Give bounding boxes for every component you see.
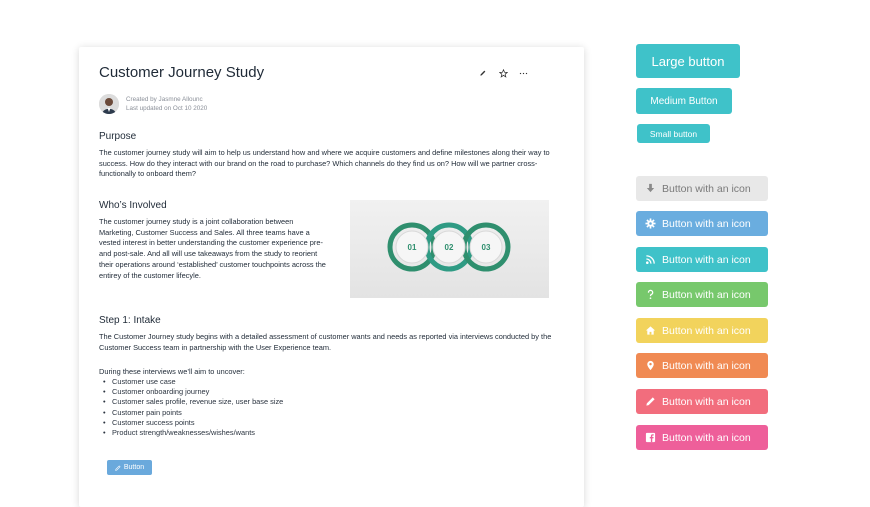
last-updated-text: Last updated on Oct 10 2020 <box>126 105 208 112</box>
pencil-icon-button[interactable] <box>636 389 768 414</box>
button-label: Button with an icon <box>662 359 751 372</box>
findings-list <box>103 377 283 438</box>
star-icon[interactable] <box>497 67 509 79</box>
purpose-heading: Purpose <box>99 131 137 142</box>
button-label: Button with an icon <box>662 182 751 195</box>
button-label: Button with an icon <box>662 395 751 408</box>
large-button[interactable]: Large button <box>636 44 740 78</box>
gear-icon-button[interactable] <box>636 211 768 236</box>
step-02-label: 02 <box>444 243 454 252</box>
involved-text: The customer journey study is a joint collaboration between Marketing, Customer Success and Sales. All three teams have a vested interest in better understanding the customer experience pre- and post-sale. And all will use takeaways from the study to reorient their operations around ‘established’ customer touchpoints across the entirey of the customer lifecyle. <box>99 217 326 280</box>
gear-icon <box>638 218 662 229</box>
involved-heading: Who’s Involved <box>99 200 167 211</box>
page-title: Customer Journey Study <box>99 64 265 81</box>
list-item: • Customer pain points <box>103 408 283 418</box>
home-icon <box>638 325 662 336</box>
pencil-icon <box>115 465 121 471</box>
created-by-text: Created by Jasmne Allounc <box>126 96 203 103</box>
question-icon-button[interactable] <box>636 282 768 307</box>
button-label: Button with an icon <box>662 217 751 230</box>
button-label: Button with an icon <box>662 253 751 266</box>
document-meta <box>126 95 207 113</box>
purpose-text: The customer journey study will aim to help us understand how and where we acquire customers and define milestones along their way to success. How do they interact with our brand on the road to purchase? Which channels do they find us on? How will we partner cross-functionally to onboard them? <box>99 148 550 179</box>
facebook-icon-button[interactable] <box>636 425 768 450</box>
rss-icon <box>638 254 662 265</box>
location-pin-icon-button[interactable] <box>636 353 768 378</box>
list-item: • Customer onboarding journey <box>103 387 283 397</box>
list-item: • Customer sales profile, revenue size, user base size <box>103 397 283 407</box>
more-icon[interactable] <box>517 67 529 79</box>
button-label: Button with an icon <box>662 324 751 337</box>
home-icon-button[interactable] <box>636 318 768 343</box>
document-card <box>79 47 584 507</box>
button-label: Button with an icon <box>662 288 751 301</box>
document-button[interactable] <box>107 460 152 475</box>
step1-text: The Customer Journey study begins with a detailed assessment of customer wants and needs as reported via interviews conducted by the Customer Success team in partnership with the User Experience team. <box>99 332 552 352</box>
step1-heading: Step 1: Intake <box>99 315 161 326</box>
interviews-intro: During these interviews we’ll aim to uncover: <box>99 367 245 376</box>
pencil-icon <box>638 396 662 407</box>
step-01-label: 01 <box>407 243 417 252</box>
step-03-label: 03 <box>481 243 491 252</box>
document-actions <box>477 67 529 79</box>
list-item: • Product strength/weaknesses/wishes/wants <box>103 428 283 438</box>
facebook-icon <box>638 432 662 443</box>
document-button-label: Button <box>123 464 145 471</box>
list-item: • Customer success points <box>103 418 283 428</box>
question-icon <box>638 289 662 300</box>
download-icon <box>638 183 662 194</box>
small-button[interactable]: Small button <box>637 124 710 143</box>
location-pin-icon <box>638 360 662 371</box>
avatar <box>99 94 119 114</box>
rss-icon-button[interactable] <box>636 247 768 272</box>
pencil-icon[interactable] <box>477 67 489 79</box>
download-icon-button[interactable] <box>636 176 768 201</box>
button-label: Button with an icon <box>662 431 751 444</box>
medium-button[interactable]: Medium Button <box>636 88 732 114</box>
journey-steps-image <box>350 200 549 298</box>
list-item: • Customer use case <box>103 377 283 387</box>
